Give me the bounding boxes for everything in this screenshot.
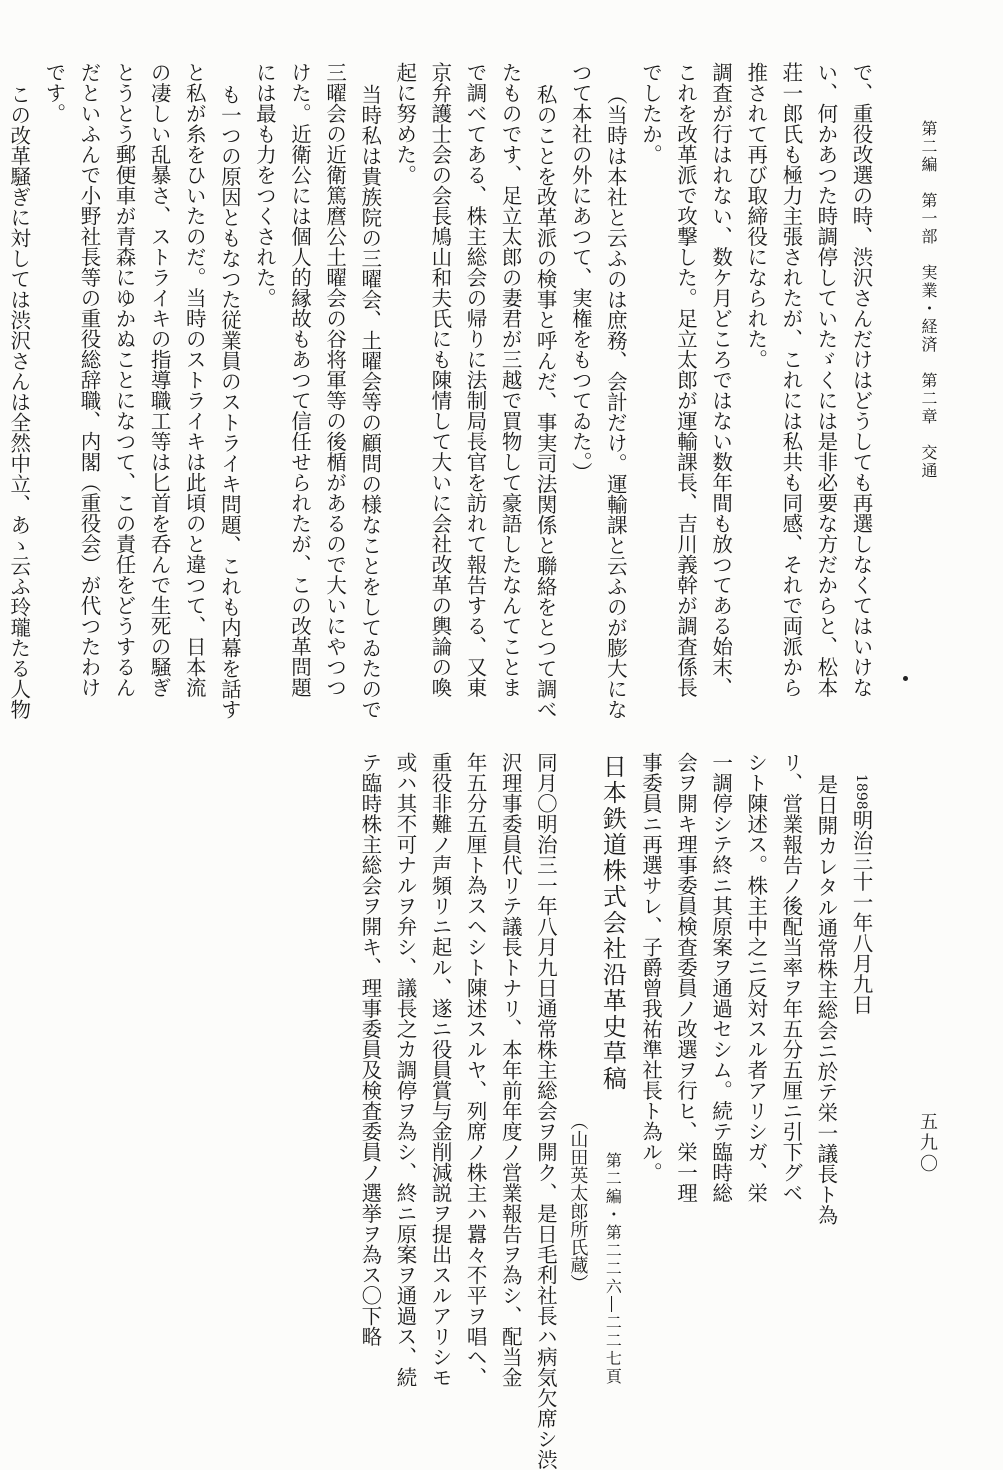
text-line: 起に努めた。	[392, 62, 417, 185]
date-heading	[843, 752, 878, 1372]
text-line: も一つの原因ともなつた従業員のストライキ問題、これも内幕を話す	[217, 84, 242, 720]
book-line: 重役非難ノ声頻リニ起ル、遂ニ役員賞与金削減説ヲ提出スルアリシモ	[428, 752, 453, 1388]
text-line: でしたか。	[638, 62, 663, 165]
entry-line: 是日開カレタル通常株主総会ニ於テ栄一議長ト為	[813, 774, 838, 1225]
book-title: 日本鉄道株式会社沿革史草稿	[598, 754, 627, 1092]
entry-line: 会ヲ開キ理事委員検査委員ノ改選ヲ行ヒ、栄一理	[673, 752, 698, 1203]
text-line: の凄しい乱暴さ、ストライキの指導職工等は匕首を呑んで生死の騒ぎ	[147, 62, 172, 698]
text-line: には最も力をつくされた。	[252, 62, 277, 308]
text-line: い、何かあつた時調停していたゞくには是非必要な方だからと、松本	[813, 62, 838, 698]
entry-line: シト陳述ス。株主中之ニ反対スル者アリシガ、栄	[743, 752, 768, 1203]
text-line: 荘一郎氏も極力主張されたが、これには私共も同感、それで両派から	[778, 62, 803, 698]
text-line	[0, 62, 1, 652]
western-year: 1898	[853, 774, 869, 810]
text-line: です。	[41, 62, 66, 124]
book-line: 同月〇明治三一年八月九日通常株主総会ヲ開ク、是日毛利社長ハ病気欠席シ渋	[533, 752, 558, 1470]
text-line: （当時は本社と云ふのは庶務、会計だけ。運輸課と云ふのが膨大にな	[603, 84, 628, 720]
text-line: とうとう郵便車が青森にゆかぬことになつて、この責任をどうするん	[112, 62, 137, 698]
book-reference: 第二編・第二二六―二二七頁	[603, 1152, 623, 1386]
dot-mark	[903, 676, 908, 681]
book-line: 沢理事委員代リテ議長トナリ、本年前年度ノ営業報告ヲ為シ、配当金	[498, 752, 523, 1388]
book-line: 年五分五厘ト為スヘシト陳述スルヤ、列席ノ株主ハ囂々不平ヲ唱ヘ、	[463, 752, 488, 1388]
text-line: で調べてある、株主総会の帰りに法制局長官を訪れて報告する、又東	[462, 62, 487, 698]
source-note: （山田英太郎所氏蔵）	[567, 1112, 589, 1292]
text-line: 京弁護士会の会長鳩山和夫氏にも陳情して大いに会社改革の輿論の喚	[427, 62, 452, 698]
text-line: で、重役改選の時、渋沢さんだけはどうしても再選しなくてはいけな	[849, 62, 873, 698]
text-line: 当時私は貴族院の三曜会、土曜会等の顧問の様なことをしてゐたので	[357, 84, 382, 720]
text-line: と私が糸をひいたのだ。当時のストライキは此頃のと違つて、日本流	[182, 62, 207, 698]
text-line: つて本社の外にあつて、実権をもつてゐた。）	[568, 62, 593, 483]
text-line: 推されて再び取締役になられた。	[743, 62, 768, 370]
lower-entries	[88, 752, 878, 1470]
text-line: 私のことを改革派の検事と呼んだ、事実司法関係と聯絡をとつて調べ	[533, 84, 558, 720]
text-line: たものです、足立太郎の妻君が三越で買物して豪語したなんてことま	[498, 62, 523, 698]
upper-text-block	[6, 62, 878, 720]
book-title-line	[592, 752, 632, 1386]
text-line: 三曜会の近衛篤麿公土曜会の谷将軍等の後楯があるので大いにやつつ	[322, 62, 347, 698]
text-line: これを改革派で攻撃した。足立太郎が運輸課長、吉川義幹が調査係長	[673, 62, 698, 698]
text-line: この改革騒ぎに対しては渋沢さんは全然中立、あゝ云ふ玲瓏たる人物	[6, 84, 31, 720]
running-header: 第二編 第一部 実業・経済 第二章 交通	[919, 120, 938, 480]
text-line: けた。近衛公には個人的縁故もあつて信任せられたが、この改革問題	[287, 62, 312, 698]
book-line: 或ハ其不可ナルヲ弁シ、議長之カ調停ヲ為シ、終ニ原案ヲ通過ス、続	[392, 752, 417, 1388]
text-line: だといふんで小野社長等の重役総辞職、内閣（重役会）が代つたわけ	[76, 62, 101, 698]
entry-line: 一調停シテ終ニ其原案ヲ通過セシム。続テ臨時総	[708, 752, 733, 1203]
book-line: テ臨時株主総会ヲ開キ、理事委員及検査委員ノ選挙ヲ為ス〇下略	[357, 752, 382, 1347]
entry-line: リ、営業報告ノ後配当率ヲ年五分五厘ニ引下グベ	[778, 752, 803, 1203]
date-heading-text: 明治三十一年八月九日	[849, 809, 873, 1015]
entry-line: 事委員ニ再選サレ、子爵曾我祐準社長ト為ル。	[638, 752, 663, 1183]
page-number: 五九〇	[917, 1112, 938, 1175]
text-line: 調査が行はれない、数ケ月どころではない数年間も放つてある始末、	[708, 62, 733, 698]
